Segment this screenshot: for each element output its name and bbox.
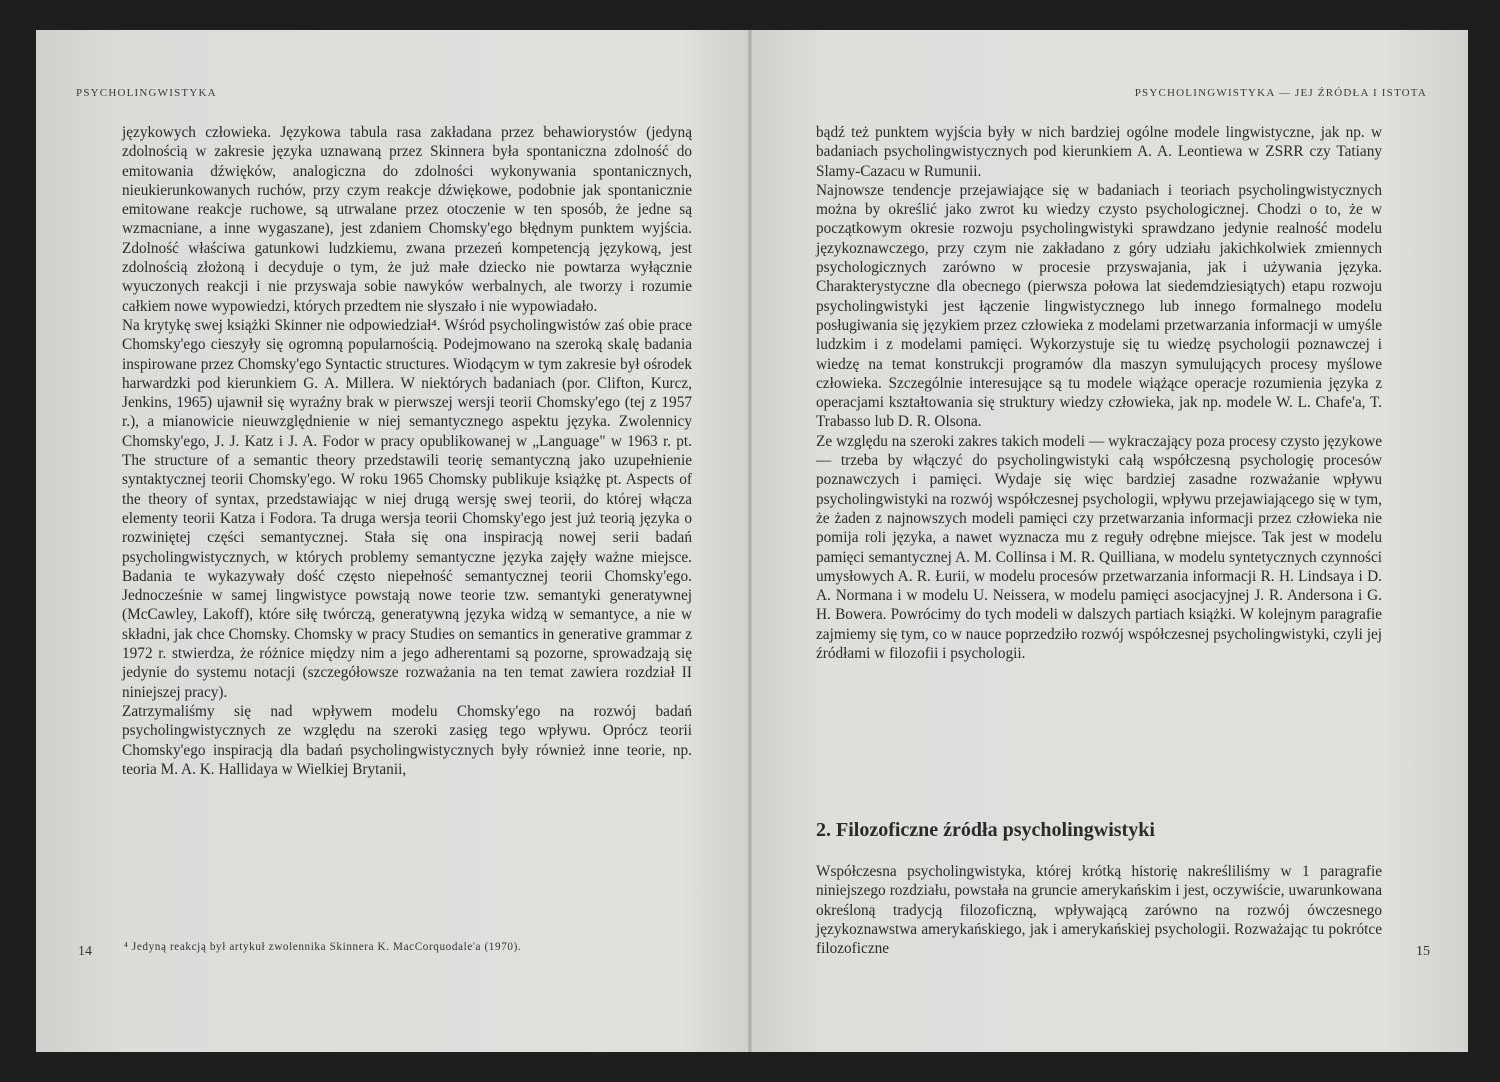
- left-page-number: 14: [78, 944, 92, 959]
- right-paragraph-2: Najnowsze tendencje przejawiające się w badaniach i teoriach psycholingwistycznych można by określić jako zwrot ku wiedzy czysto psychologicznej. Chodzi o to, że w początkowym okresie rozwoju psycholingwistyki sprawdzano jedynie realność modelu językoznawczego, przy czym nie zakładano z góry udziału jakichkolwiek zmiennych psychologicznych zarówno w procesie przyswajania, jak i używania języka. Charakterystyczne dla obecnego (pierwsza połowa lat siedemdziesiątych) etapu rozwoju psycholingwistyki jest łączenie lingwistycznego lub innego formalnego modelu posługiwania się językiem przez człowieka z modelami przetwarzania informacji w umyśle ludzkim i z modelami pamięci. Wykorzystuje się tu wiedzę psychologii poznawczej i wiedzę na temat konstrukcji programów dla maszyn symulujących procesy myślowe człowieka. Szczególnie interesujące są tu modele wiążące operacje rozumienia języka z operacjami kształtowania się struktury wiedzy człowieka, jak np. modele W. L. Chafe'a, T. Trabasso lub D. R. Olsona.: [816, 181, 1382, 431]
- right-page-section-body: [816, 862, 1382, 958]
- left-paragraph-1: językowych człowieka. Językowa tabula rasa zakładana przez behawiorystów (jedyną zdolnością w zakresie języka uznawaną przez Skinnera była spontaniczna zdolność do emitowania dźwięków, analogiczna do zdolności wykonywania spontanicznych, nieukierunkowanych ruchów, przy czym reakcje dźwiękowe, podobnie jak spontanicznie emitowane reakcje ruchowe, są utrwalane przez otoczenie w ten sposób, że jedne są wzmacniane, a inne wygaszane), jest zdaniem Chomsky'ego błędnym punktem wyjścia. Zdolność właściwa gatunkowi ludzkiemu, zwana przezeń kompetencją językową, jest zdolnością złożoną i decyduje o tym, że już małe dziecko nie powtarza wyłącznie wyuczonych reakcji i nie przyswaja sobie nawyków werbalnych, ale tworzy i rozumie całkiem nowe wypowiedzi, których przedtem nie słyszało i nie wypowiadało.: [122, 124, 692, 315]
- left-paragraph-2: Na krytykę swej książki Skinner nie odpowiedział⁴. Wśród psycholingwistów zaś obie prace Chomsky'ego cieszyły się ogromną popularnością. Podejmowano na szeroką skalę badania inspirowane przez Chomsky'ego Syntactic structures. Wiodącym w tym zakresie był ośrodek harwardzki pod kierunkiem G. A. Millera. W niektórych badaniach (por. Clifton, Kurcz, Jenkins, 1965) ujawnił się wyraźny brak w pierwszej wersji teorii Chomsky'ego (tej z 1957 r.), a mianowicie nieuwzględnienie w niej semantycznego aspektu języka. Zwolennicy Chomsky'ego, J. J. Katz i J. A. Fodor w pracy opublikowanej w „Language" w 1963 r. pt. The structure of a semantic theory przedstawili teorię semantyczną jako uzupełnienie syntaktycznej teorii Chomsky'ego. W roku 1965 Chomsky publikuje książkę pt. Aspects of the theory of syntax, przedstawiając w niej drugą wersję swej teorii, do której włącza elementy teorii Katza i Fodora. Ta druga wersja teorii Chomsky'ego jest już teorią języka o rozwiniętej części semantycznej. Stała się ona inspiracją nowej serii badań psycholingwistycznych, w których problemy semantyczne języka zajęły ważne miejsce. Badania te wykazywały dość często niepełność semantycznej teorii Chomsky'ego. Jednocześnie w samej lingwistyce powstają nowe teorie tzw. semantyki generatywnej (McCawley, Lakoff), które siłę twórczą, generatywną języka widzą w semantyce, a nie w składni, jak chce Chomsky. Chomsky w pracy Studies on semantics in generative grammar z 1972 r. stwierdza, że różnice między nim a jego adherentami są pozorne, sprowadzają się jedynie do systemu notacji (szczegółowsze rozważania na ten temat zawiera rozdział II niniejszej pracy).: [122, 316, 692, 701]
- book-fold: [748, 30, 752, 1052]
- section-paragraph: Współczesna psycholingwistyka, której krótką historię nakreśliliśmy w 1 paragrafie niniejszego rozdziału, powstała na gruncie amerykańskim i jest, oczywiście, uwarunkowana określoną tradycją filozoficzną, wpływającą zarówno na rozwój ówczesnego językoznawstwa amerykańskiego, jak i amerykańskiej psychologii. Rozważając tu pokrótce filozoficzne: [816, 863, 1382, 958]
- left-paragraph-3: Zatrzymaliśmy się nad wpływem modelu Chomsky'ego na rozwój badań psycholingwistycznych ze względu na szeroki zasięg tego wpływu. Oprócz teorii Chomsky'ego inspiracją dla badań psycholingwistycznych były również inne teorie, np. teoria M. A. K. Hallidaya w Wielkiej Brytanii,: [122, 702, 692, 778]
- right-paragraph-1: bądź też punktem wyjścia były w nich bardziej ogólne modele lingwistyczne, jak np. w badaniach psycholingwistycznych pod kierunkiem A. A. Leontiewa w ZSRR czy Tatiany Slamy-Cazacu w Rumunii.: [816, 124, 1382, 180]
- section-heading: 2. Filozoficzne źródła psycholingwistyki: [816, 819, 1155, 841]
- left-page-body: [122, 123, 692, 779]
- right-page-number: 15: [1416, 944, 1430, 959]
- right-running-head: PSYCHOLINGWISTYKA — JEJ ŹRÓDŁA I ISTOTA: [1134, 87, 1427, 99]
- right-paragraph-3: Ze względu na szeroki zakres takich modeli — wykraczający poza procesy czysto językowe — trzeba by włączyć do psycholingwistyki całą współczesną psychologię procesów poznawczych i pamięci. Wydaje się więc bardziej zasadne rozważanie wpływu psycholingwistyki na rozwój współczesnej psychologii, wpływu przejawiającego się w tym, że żaden z najnowszych modeli pamięci czy przetwarzania informacji przez człowieka nie pomija roli języka, a nawet wyznacza mu z reguły odrębne miejsce. Tak jest w modelu pamięci semantycznej A. M. Collinsa i M. R. Quilliana, w modelu syntetycznych czynności umysłowych A. R. Łurii, w modelu procesów przetwarzania informacji R. H. Lindsaya i D. A. Normana i w modelu U. Neissera, w modelu pamięci asocjacyjnej J. R. Andersona i G. H. Bowera. Powrócimy do tych modeli w dalszych partiach książki. W kolejnym paragrafie zajmiemy się tym, co w nauce poprzedziło rozwój współczesnej psycholingwistyki, czyli jej źródłami w filozofii i psychologii.: [816, 432, 1382, 663]
- right-page-body: [816, 123, 1382, 663]
- footnote: ⁴ Jedyną reakcją był artykuł zwolennika Skinnera K. MacCorquodale'a (1970).: [124, 941, 522, 953]
- left-running-head: PSYCHOLINGWISTYKA: [76, 87, 217, 99]
